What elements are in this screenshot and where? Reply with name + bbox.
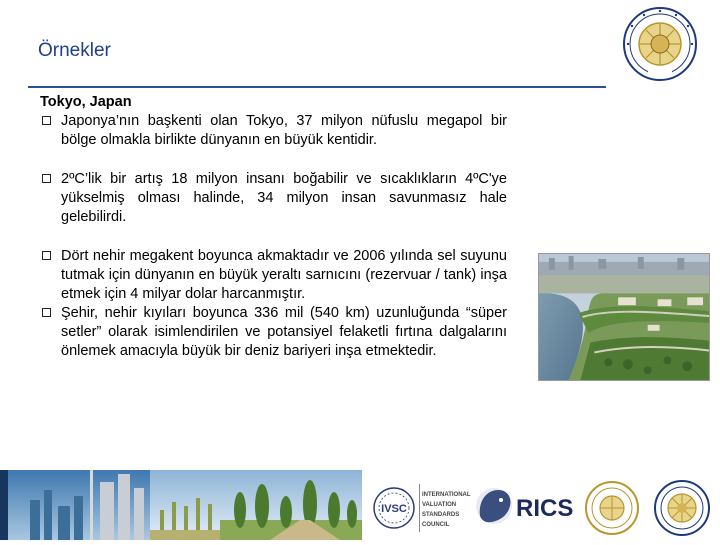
ivsc-caption-line: VALUATION — [422, 502, 457, 508]
rics-name: RICS — [516, 495, 574, 522]
ivsc-caption-line: STANDARDS — [422, 512, 460, 518]
bullet-item — [40, 304, 507, 361]
checkbox-bullet-icon — [42, 251, 51, 260]
university-seal-footer-icon — [586, 482, 638, 534]
ivsc-caption-line: INTERNATIONAL — [422, 492, 471, 498]
content-subtitle: Tokyo, Japan — [40, 94, 132, 110]
checkbox-bullet-icon — [42, 174, 51, 183]
ivsc-caption-line: COUNCIL — [422, 522, 450, 528]
slide-body — [40, 93, 507, 361]
bullet-text: Japonya’nın başkenti olan Tokyo, 37 milyon nüfuslu megapol bir bölge olmakla birlikte dünyanın en büyük kentidir. — [61, 113, 507, 148]
ivsc-logo — [374, 488, 414, 528]
bullet-text: Dört nehir megakent boyunca akmaktadır ve 2006 yılında sel suyunu tutmak için dünyanın en büyük yeraltı sarnıcını (rezervuar / tank) inşa etmek için 4 milyar dolar harcanmıştır. — [61, 248, 507, 302]
partner-logos — [362, 476, 720, 540]
aerial-river-photo — [538, 253, 710, 381]
bullet-item — [40, 247, 507, 304]
checkbox-bullet-icon — [42, 308, 51, 317]
university-seal-footer-icon — [655, 481, 709, 535]
bullet-text: Şehir, nehir kıyıları boyunca 336 mil (540 km) uzunluğunda “süper setler” olarak isimlendirilen ve potansiyel felaketli fırtına dalgalarını önlemek amacıyla büyük bir deniz bariyeri inşa etmektedir. — [61, 305, 507, 359]
bullet-item — [40, 170, 507, 227]
rics-lion-icon — [476, 488, 512, 524]
bullet-text: 2ºC’lik bir artış 18 milyon insanı boğabilir ve sıcaklıkların 4ºC'ye yükselmiş olması halinde, 34 milyon insan savunmasız hale gelebilirdi. — [61, 171, 507, 225]
partner-logos-graphic — [362, 476, 720, 540]
checkbox-bullet-icon — [42, 116, 51, 125]
university-seal-icon — [622, 6, 698, 82]
title-underline — [28, 86, 606, 88]
bullet-item — [40, 112, 507, 150]
ivsc-name: IVSC — [381, 503, 407, 515]
slide-title: Örnekler — [38, 40, 111, 61]
